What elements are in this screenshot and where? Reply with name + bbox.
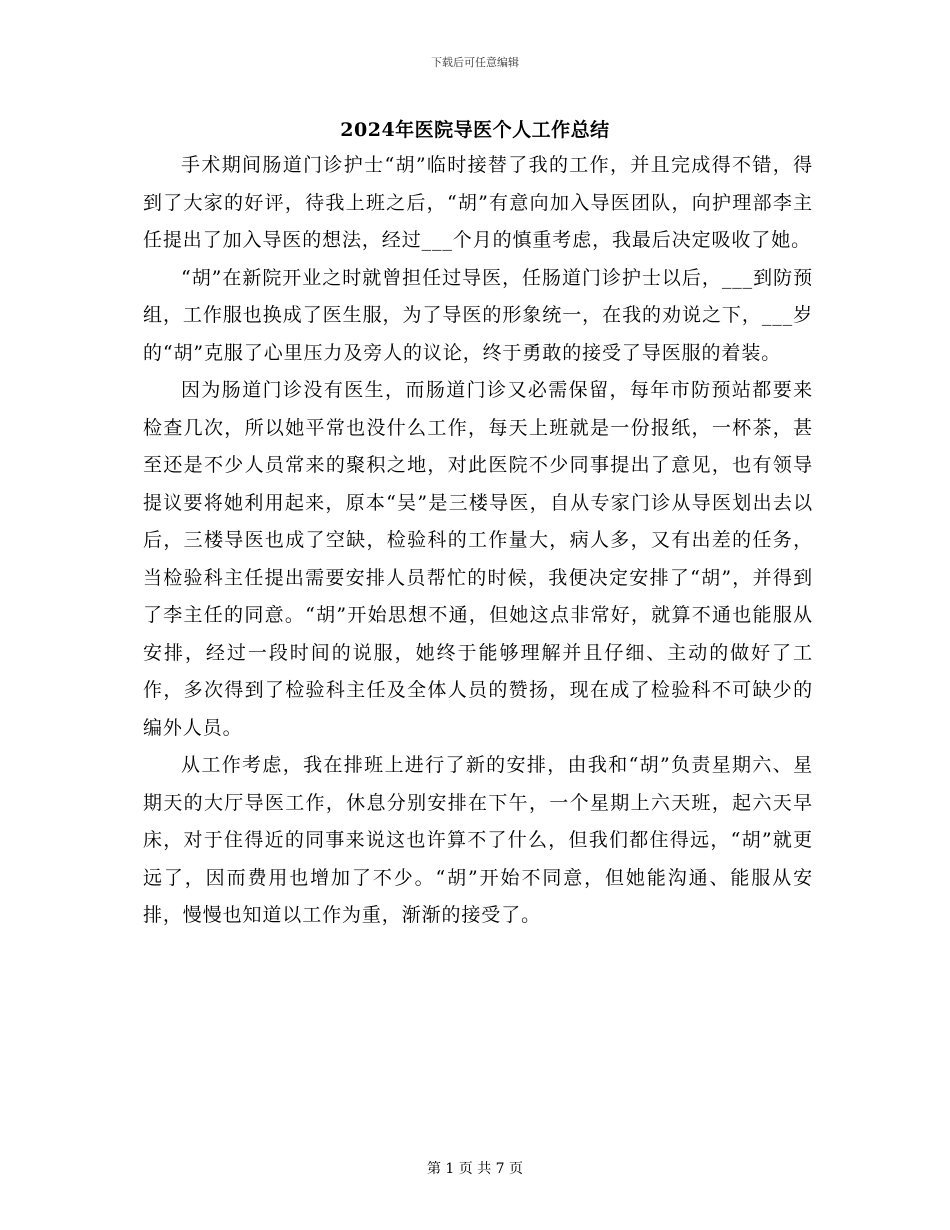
page-number: 第 1 页 共 7 页 xyxy=(426,1161,524,1177)
document-title: 2024年医院导医个人工作总结 xyxy=(340,119,610,141)
paragraph-1: 手术期间肠道门诊护士“胡”临时接替了我的工作，并且完成得不错，得到了大家的好评，待我上班之后，“胡”有意向加入导医团队，向护理部李主任提出了加入导医的想法，经过___个月的慎重考虑，我最后决定吸收了她。 xyxy=(143,154,813,251)
paragraph-2: “胡”在新院开业之时就曾担任过导医，任肠道门诊护士以后，___到防预组，工作服也换成了医生服，为了导医的形象统一，在我的劝说之下，___岁的“胡”克服了心里压力及旁人的议论，终于勇敢的接受了导医服的着装。 xyxy=(143,266,813,364)
paragraph-4: 从工作考虑，我在排班上进行了新的安排，由我和“胡”负责星期六、星期天的大厅导医工作，休息分别安排在下午，一个星期上六天班，起六天早床，对于住得近的同事来说这也许算不了什么，但我们都住得远，“胡”就更远了，因而费用也增加了不少。“胡”开始不同意，但她能沟通、能服从安排，慢慢也知道以工作为重，渐渐的接受了。 xyxy=(143,754,813,926)
paragraph-3: 因为肠道门诊没有医生，而肠道门诊又必需保留，每年市防预站都要来检查几次，所以她平常也没什么工作，每天上班就是一份报纸，一杯茶，甚至还是不少人员常来的聚积之地，对此医院不少同事提出了意见，也有领导提议要将她利用起来，原本“吴”是三楼导医，自从专家门诊从导医划出去以后，三楼导医也成了空缺，检验科的工作量大，病人多，又有出差的任务，当检验科主任提出需要安排人员帮忙的时候，我便决定安排了“胡”，并得到了李主任的同意。“胡”开始思想不通，但她这点非常好，就算不通也能服从安排，经过一段时间的说服，她终于能够理解并且仔细、主动的做好了工作，多次得到了检验科主任及全体人员的赞扬，现在成了检验科不可缺少的编外人员。 xyxy=(143,379,813,739)
document-body xyxy=(143,147,813,935)
header-note: 下载后可任意编辑 xyxy=(431,56,519,69)
